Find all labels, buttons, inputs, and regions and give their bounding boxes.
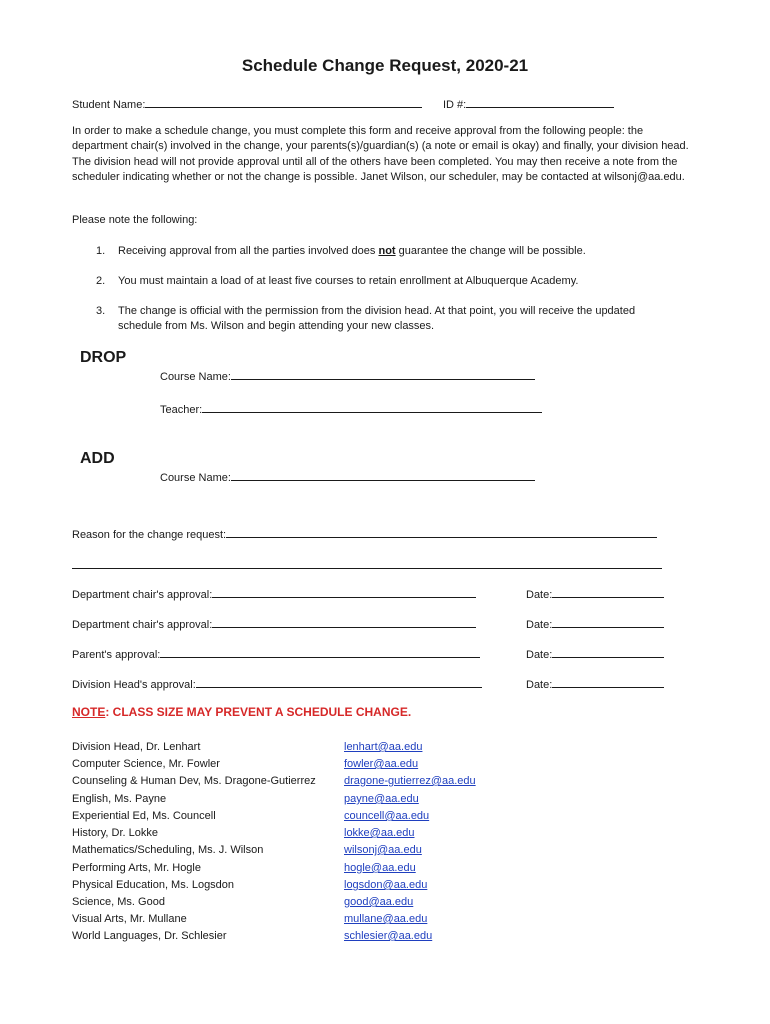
list-number: 1. [96,245,106,257]
approval-label: Parent's approval: [72,649,161,661]
add-course-line[interactable] [231,469,535,481]
page-title: Schedule Change Request, 2020-21 [241,56,529,75]
contact-name: World Languages, Dr. Schlesier [72,930,227,942]
student-name-field[interactable] [72,96,422,111]
approval-label: Department chair's approval: [72,619,213,631]
id-line[interactable] [466,96,614,108]
contact-name: Performing Arts, Mr. Hogle [72,862,201,874]
drop-teacher-field[interactable] [160,401,542,416]
date-line[interactable] [552,676,664,688]
contact-name: Counseling & Human Dev, Ms. Dragone-Gutierrez [72,775,316,787]
contact-email-link[interactable]: wilsonj@aa.edu [344,844,422,856]
drop-teacher-line[interactable] [202,401,542,413]
drop-course-label: Course Name: [160,371,231,383]
add-course-label: Course Name: [160,472,231,484]
approval-dept-chair-1[interactable] [72,586,476,601]
add-heading: ADD [80,450,115,467]
list-number: 2. [96,275,106,287]
reason-line[interactable] [226,526,657,538]
drop-course-field[interactable] [160,368,535,383]
please-note-text: Please note the following: [72,214,198,226]
approval-line[interactable] [196,676,482,688]
contact-name: Physical Education, Ms. Logsdon [72,879,235,891]
contact-email-link[interactable]: payne@aa.edu [344,793,419,805]
contact-email-link[interactable]: hogle@aa.edu [344,862,416,874]
contact-email-link[interactable]: lenhart@aa.edu [344,741,423,753]
intro-paragraph: In order to make a schedule change, you must complete this form and receive approval from the following people: the department chair(s) involved in the change, your parents(s)/guardian(s) (a note or email is okay) and finally, your division head. The division head will not provide approval until all of the others have been completed. You may then receive a note from the scheduler indicating whether or not the change is possible. Janet Wilson, our scheduler, may be contacted at wilsonj@aa.edu. [72,125,689,183]
date-line[interactable] [552,616,664,628]
note-text: : CLASS SIZE MAY PREVENT A SCHEDULE CHANGE. [105,705,412,719]
approval-line[interactable] [160,646,480,658]
approval-date-4[interactable] [526,676,664,691]
contact-email-link[interactable]: lokke@aa.edu [344,827,415,839]
approval-date-1[interactable] [526,586,664,601]
note-prefix: NOTE [72,705,106,719]
add-course-field[interactable] [160,469,535,484]
approval-label: Department chair's approval: [72,589,213,601]
contact-name: Experiential Ed, Ms. Councell [72,810,216,822]
contact-name: Computer Science, Mr. Fowler [72,758,220,770]
id-label: ID #: [443,99,467,111]
approval-date-3[interactable] [526,646,664,661]
approval-line[interactable] [212,586,476,598]
reason-field[interactable] [72,526,657,541]
date-line[interactable] [552,646,664,658]
reason-label: Reason for the change request: [72,529,227,541]
contact-email-link[interactable]: mullane@aa.edu [344,913,428,925]
drop-course-line[interactable] [231,368,535,380]
list-item: Receiving approval from all the parties involved does not guarantee the change will be possible. [118,245,586,257]
date-line[interactable] [552,586,664,598]
contact-email-link[interactable]: councell@aa.edu [344,810,430,822]
drop-teacher-label: Teacher: [160,404,203,416]
reason-line-2[interactable] [72,557,662,569]
drop-heading: DROP [80,349,127,366]
list-item: You must maintain a load of at least five courses to retain enrollment at Albuquerque Academy. [118,275,579,287]
approval-line[interactable] [212,616,476,628]
contact-name: Visual Arts, Mr. Mullane [72,913,187,925]
contact-name: Science, Ms. Good [72,896,165,908]
emphasis-not: not [378,245,396,257]
contact-email-link[interactable]: dragone-gutierrez@aa.edu [344,775,476,787]
class-size-note [72,705,411,719]
contact-name: History, Dr. Lokke [72,827,158,839]
contact-name: Division Head, Dr. Lenhart [72,741,201,753]
approval-label: Division Head's approval: [72,679,196,691]
approval-parent[interactable] [72,646,480,661]
contact-email-link[interactable]: schlesier@aa.edu [344,930,433,942]
contact-name: Mathematics/Scheduling, Ms. J. Wilson [72,844,264,856]
date-label: Date: [526,589,553,601]
contact-name: English, Ms. Payne [72,793,167,805]
contact-email-link[interactable]: fowler@aa.edu [344,758,419,770]
approval-date-2[interactable] [526,616,664,631]
list-item-continued: schedule from Ms. Wilson and begin attending your new classes. [118,320,435,332]
date-label: Date: [526,619,553,631]
student-name-line[interactable] [145,96,422,108]
list-item: The change is official with the permission from the division head. At that point, you will receive the updated [118,305,636,317]
approval-dept-chair-2[interactable] [72,616,476,631]
date-label: Date: [526,649,553,661]
date-label: Date: [526,679,553,691]
approval-division-head[interactable] [72,676,482,691]
contact-email-link[interactable]: good@aa.edu [344,896,414,908]
list-number: 3. [96,305,106,317]
id-field[interactable] [443,96,614,111]
contact-email-link[interactable]: logsdon@aa.edu [344,879,428,891]
student-name-label: Student Name: [72,99,146,111]
